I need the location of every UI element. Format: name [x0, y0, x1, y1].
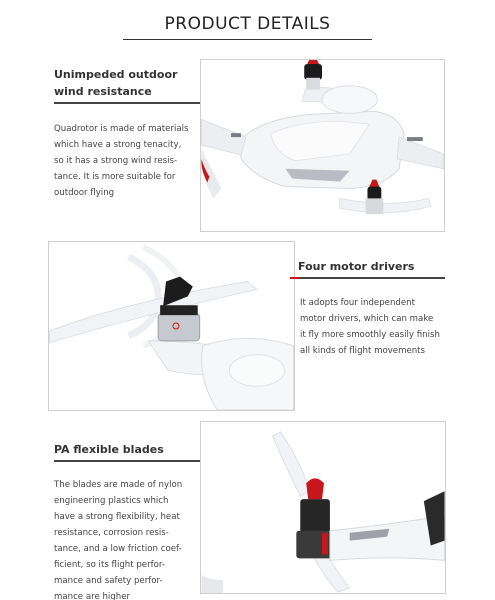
section-3-heading: [54, 441, 164, 458]
section-1-heading-line-2: wind resistance: [54, 85, 152, 98]
section-3-text-line: mance and safety perfor-: [54, 576, 163, 586]
section-3-rule-dark: [54, 460, 200, 462]
section-2-text-line: It adopts four independent: [300, 298, 415, 308]
section-1-heading: [54, 66, 177, 100]
motor-driver-photo: [48, 241, 295, 411]
section-1-text-line: Quadrotor is made of materials: [54, 124, 189, 134]
section-3-text-line: ficient, so its flight perfor-: [54, 560, 165, 570]
section-2-rule-red: [290, 277, 300, 279]
flexible-blades-illustration: [201, 422, 445, 593]
drone-body-illustration: [201, 60, 444, 231]
section-2-text: [300, 295, 440, 359]
section-2-rule-dark: [300, 277, 445, 279]
section-1-heading-line-1: Unimpeded outdoor: [54, 68, 178, 81]
flexible-blades-photo: [200, 421, 446, 594]
section-1-text-line: so it has a strong wind resis-: [54, 156, 178, 166]
section-3-text-line: resistance, corrosion resis-: [54, 528, 169, 538]
page-title: PRODUCT DETAILS: [164, 14, 331, 34]
section-1-text-line: which have a strong tenacity,: [54, 140, 182, 150]
title-underline: [123, 39, 372, 40]
section-3-text-line: mance are higher: [54, 592, 131, 600]
section-1-text: [54, 121, 189, 201]
section-3-text-line: The blades are made of nylon: [54, 480, 183, 490]
section-3-text-line: have a strong flexibility, heat: [54, 512, 180, 522]
section-1-text-line: tance. It is more suitable for: [54, 172, 176, 182]
section-3-text-line: tance, and a low friction coef-: [54, 544, 182, 554]
section-2-heading: [298, 258, 414, 275]
section-2-text-line: it fly more smoothly easily finish: [300, 330, 440, 340]
section-2-text-line: all kinds of flight movements: [300, 346, 426, 356]
section-2-heading-line-1: Four motor drivers: [298, 260, 415, 273]
section-3-text-line: engineering plastics which: [54, 496, 169, 506]
drone-body-photo: [200, 59, 445, 232]
section-3-heading-line-1: PA flexible blades: [54, 443, 164, 456]
section-3-text: [54, 477, 182, 600]
motor-driver-illustration: [49, 242, 294, 410]
section-1-rule-dark: [54, 102, 200, 104]
section-1-text-line: outdoor flying: [54, 188, 115, 198]
section-2-text-line: motor drivers, which can make: [300, 314, 434, 324]
